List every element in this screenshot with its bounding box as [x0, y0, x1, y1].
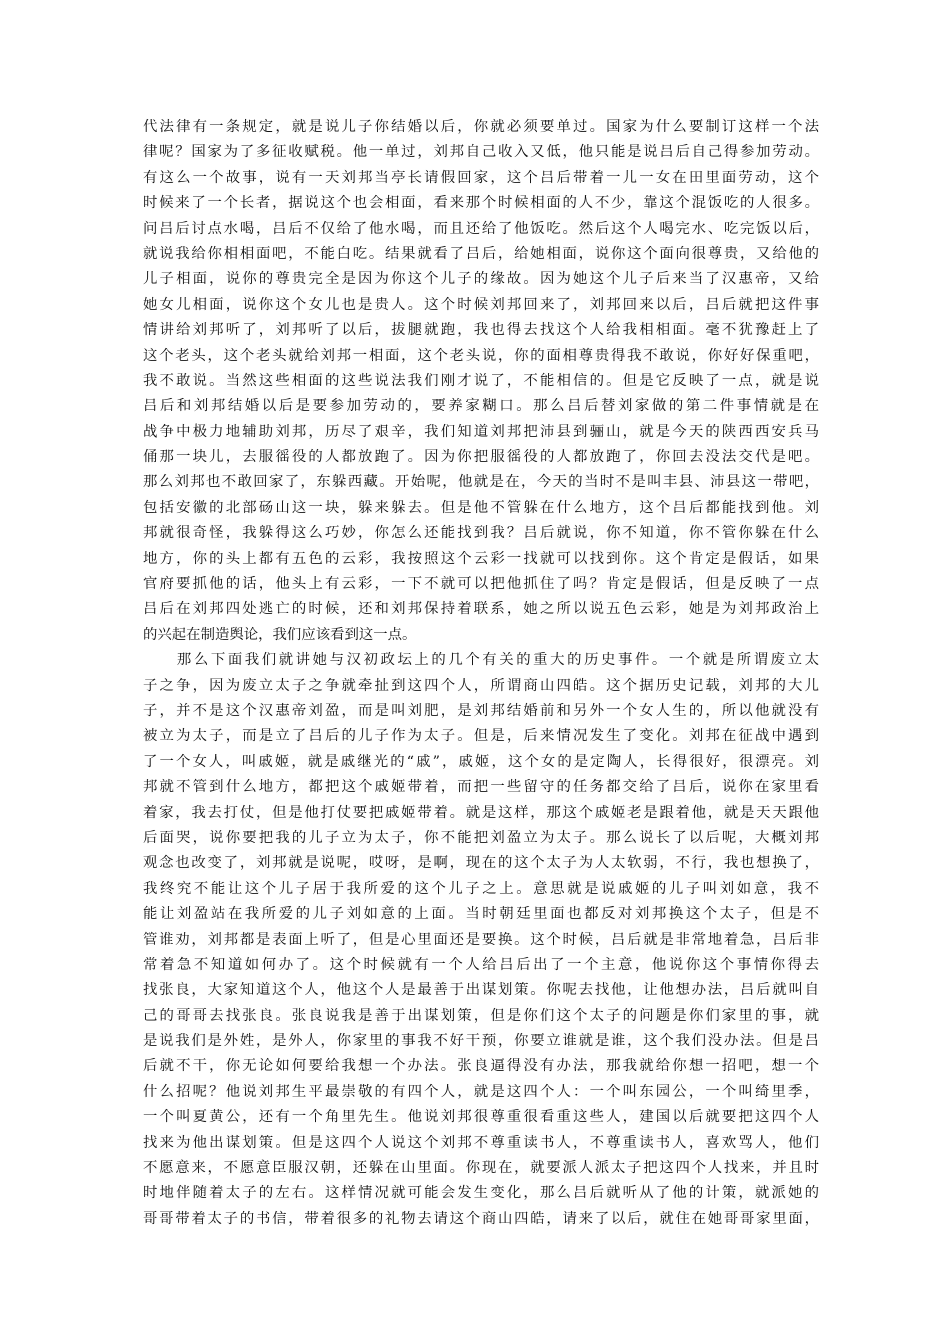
text-line: 己的哥哥去找张良。张良说我是善于出谋划策，但是你们这个太子的问题是你们家里的事，就 — [143, 1007, 819, 1024]
text-line: 邦就不管到什么地方，都把这个戚姬带着，而把一些留守的任务都交给了吕后，说你在家里看 — [143, 779, 819, 796]
text-line: 问吕后讨点水喝，吕后不仅给了他水喝，而且还给了他饭吃。然后这个人喝完水、吃完饭以后， — [143, 220, 819, 237]
text-line: 了一个女人，叫戚姬，就是戚继光的“戚”，戚姬，这个女的是定陶人，长得很好，很漂亮。刘 — [143, 753, 819, 770]
text-line: 后就不干，你无论如何要给我想一个办法。张良逼得没有办法，那我就给你想一招吧，想一个 — [143, 1058, 819, 1075]
text-line: 找张良，大家知道这个人，他这个人是最善于出谋划策。你呢去找他，让他想办法，吕后就叫自 — [143, 982, 819, 999]
text-line: 官府要抓他的话，他头上有云彩，一下不就可以把他抓住了吗？肯定是假话，但是反映了一点 — [143, 576, 819, 593]
text-line: 情讲给刘邦听了，刘邦听了以后，拔腿就跑，我也得去找这个人给我相相面。毫不犹豫赶上了 — [143, 322, 819, 339]
text-line: 那么下面我们就讲她与汉初政坛上的几个有关的重大的历史事件。一个就是所谓废立太 — [143, 652, 819, 669]
text-line: 是说我们是外姓，是外人，你家里的事我不好干预，你要立谁就是谁，这个我们没办法。但是吕 — [143, 1033, 819, 1050]
text-line: 子之争，因为废立太子之争就牵扯到这四个人，所谓商山四皓。这个据历史记载，刘邦的大儿 — [143, 677, 819, 694]
text-line: 战争中极力地辅助刘邦，历尽了艰辛，我们知道刘邦把沛县到骊山，就是今天的陕西西安兵马 — [143, 423, 819, 440]
text-line: 能让刘盈站在我所爱的儿子刘如意的上面。当时朝廷里面也都反对刘邦换这个太子，但是不 — [143, 906, 819, 923]
text-line: 俑那一块儿，去服徭役的人都放跑了。因为你把服徭役的人都放跑了，你回去没法交代是吧。 — [143, 449, 819, 466]
text-line: 代法律有一条规定，就是说儿子你结婚以后，你就必须要单过。国家为什么要制订这样一个法 — [143, 119, 819, 135]
text-line: 就说我给你相相面吧，不能白吃。结果就看了吕后，给她相面，说你这个面向很尊贵，又给他的 — [143, 245, 819, 262]
text-line: 不愿意来，不愿意臣服汉朝，还躲在山里面。你现在，就要派人派太子把这四个人找来，并且时 — [143, 1160, 819, 1177]
body-text — [143, 115, 819, 1232]
text-line: 律呢？国家为了多征收赋税。他一单过，刘邦自己收入又低，他只能是说吕后自己得参加劳动。 — [143, 144, 819, 161]
text-line: 邦就很奇怪，我躲得这么巧妙，你怎么还能找到我？吕后就说，你不知道，你不管你躲在什么 — [143, 525, 819, 542]
text-line: 我不敢说。当然这些相面的这些说法我们刚才说了，不能相信的。但是它反映了一点，就是说 — [143, 372, 819, 389]
text-line: 时候来了一个长者，据说这个也会相面，看来那个时候相面的人不少，靠这个混饭吃的人很多。 — [143, 195, 819, 212]
text-line: 包括安徽的北部砀山这一块，躲来躲去。但是他不管躲在什么地方，这个吕后都能找到他。刘 — [143, 499, 819, 516]
text-line: 观念也改变了，刘邦就是说呢，哎呀，是啊，现在的这个太子为人太软弱，不行，我也想换了， — [143, 855, 819, 872]
text-line: 管谁劝，刘邦都是表面上听了，但是心里面还是要换。这个时候，吕后就是非常地着急，吕后非 — [143, 931, 819, 948]
text-line: 她女儿相面，说你这个女儿也是贵人。这个时候刘邦回来了，刘邦回来以后，吕后就把这件事 — [143, 296, 819, 313]
text-line: 地方，你的头上都有五色的云彩，我按照这个云彩一找就可以找到你。这个肯定是假话，如果 — [143, 550, 819, 567]
text-line: 什么招呢？他说刘邦生平最崇敬的有四个人，就是这四个人：一个叫东园公，一个叫绮里季， — [143, 1083, 819, 1100]
text-line: 吕后在刘邦四处逃亡的时候，还和刘邦保持着联系，她之所以说五色云彩，她是为刘邦政治上 — [143, 601, 819, 618]
text-line: 着家，我去打仗，但是他打仗要把戚姬带着。就是这样，那这个戚姬老是跟着他，就是天天跟他 — [143, 804, 819, 821]
text-line: 找来为他出谋划策。但是这四个人说这个刘邦不尊重读书人，不尊重读书人，喜欢骂人，他们 — [143, 1134, 819, 1151]
text-line: 有这么一个故事，说有一天刘邦当亭长请假回家，这个吕后带着一儿一女在田里面劳动，这个 — [143, 169, 819, 186]
text-line: 子，并不是这个汉惠帝刘盈，而是叫刘肥，是刘邦结婚前和另外一个女人生的，所以他就没有 — [143, 702, 819, 719]
text-line: 那么刘邦也不敢回家了，东躲西藏。开始呢，他就是在，今天的当时不是叫丰县、沛县这一带吧， — [143, 474, 819, 491]
text-line: 一个叫夏黄公，还有一个角里先生。他说刘邦很尊重很看重这些人，建国以后就要把这四个人 — [143, 1109, 819, 1126]
text-line: 后面哭，说你要把我的儿子立为太子，你不能把刘盈立为太子。那么说长了以后呢，大概刘邦 — [143, 829, 819, 846]
text-line: 儿子相面，说你的尊贵完全是因为你这个儿子的缘故。因为她这个儿子后来当了汉惠帝，又给 — [143, 271, 819, 288]
text-line: 的兴起在制造舆论，我们应该看到这一点。 — [143, 626, 417, 643]
text-line: 我终究不能让这个儿子居于我所爱的这个儿子之上。意思就是说戚姬的儿子叫刘如意，我不 — [143, 880, 819, 897]
text-line: 时地伴随着太子的左右。这样情况就可能会发生变化，那么吕后就听从了他的计策，就派她的 — [143, 1185, 819, 1202]
text-line: 哥哥带着太子的书信，带着很多的礼物去请这个商山四皓，请来了以后，就住在她哥哥家里面， — [143, 1210, 819, 1227]
text-line: 吕后和刘邦结婚以后是要参加劳动的，要养家糊口。那么吕后替刘家做的第二件事情就是在 — [143, 398, 819, 415]
text-line: 被立为太子，而是立了吕后的儿子作为太子。但是，后来情况发生了变化。刘邦在征战中遇到 — [143, 728, 819, 745]
text-line: 常着急不知道如何办了。这个时候就有一个人给吕后出了一个主意，他说你这个事情你得去 — [143, 956, 819, 973]
text-line: 这个老头，这个老头就给刘邦一相面，这个老头说，你的面相尊贵得我不敢说，你好好保重吧， — [143, 347, 819, 364]
